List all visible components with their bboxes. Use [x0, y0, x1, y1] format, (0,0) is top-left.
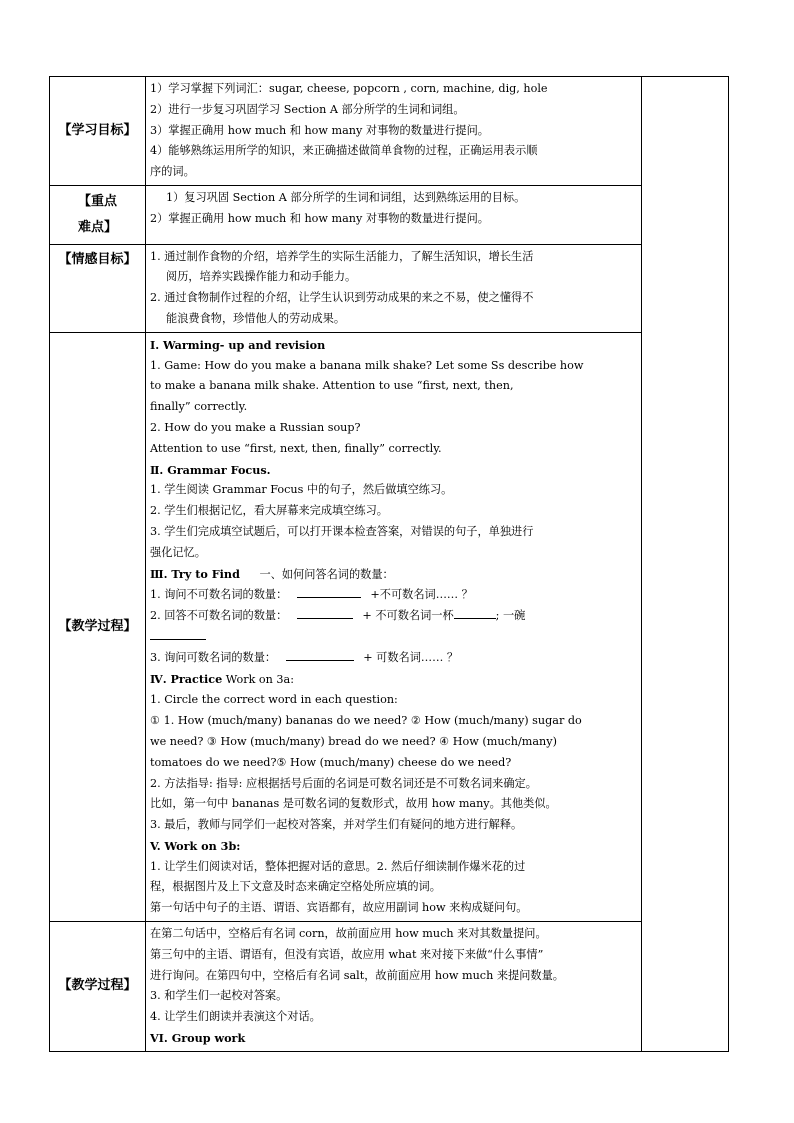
group-work-title: ⅤI. Group work	[150, 1031, 246, 1046]
practice-line: 1. Circle the correct word in each question:	[150, 693, 398, 707]
practice-title: Ⅳ. Practice	[150, 671, 223, 686]
emotion-line: 阅历，培养实践操作能力和动手能力。	[166, 270, 357, 284]
answer-blank[interactable]	[150, 628, 206, 640]
answer-blank[interactable]	[286, 649, 354, 661]
grammar-line: 1. 学生阅读 Grammar Focus 中的句子，然后做填空练习。	[150, 483, 453, 497]
objectives-label: 【学习目标】	[50, 77, 146, 186]
grammar-line: 3. 学生们完成填空试题后，可以打开课本检查答案，对错误的句子，单独进行	[150, 524, 534, 538]
objectives-line: 4）能够熟练运用所学的知识，来正确描述做简单食物的过程，正确运用表示顺	[150, 144, 538, 158]
work3b-line: 在第二句话中，空格后有名词 corn，故前面应用 how much 来对其数量提问。	[150, 927, 547, 941]
keypoints-content	[146, 185, 642, 244]
try-q3-text: 3. 询问可数名词的数量：	[150, 650, 277, 664]
keypoints-row	[50, 185, 729, 244]
warmup-line: 1. Game: How do you make a banana milk shake? Let some Ss describe how	[150, 358, 584, 372]
emotion-row	[50, 244, 729, 332]
process2-row	[50, 922, 729, 1052]
work3b-line: 第一句话中句子的主语、谓语、宾语都有，故应用副词 how 来构成疑问句。	[150, 901, 528, 915]
try-question-2-cont	[150, 627, 637, 648]
warmup-line: Attention to use “first, next, then, finally” correctly.	[150, 441, 442, 455]
try-question-2	[150, 606, 637, 627]
try-title: Ⅲ. Try to Find	[150, 566, 240, 581]
try-q2-text: 2. 回答不可数名词的数量：	[150, 609, 288, 623]
try-q3-suffix: + 可数名词…… ？	[363, 650, 459, 664]
work3b-line: 1. 让学生们阅读对话，整体把握对话的意思。2. 然后仔细读制作爆米花的过	[150, 859, 526, 873]
practice-title-rest: Work on 3a:	[222, 672, 294, 686]
practice-line: 2. 方法指导: 指导: 应根据括号后面的名词是可数名词还是不可数名词来确定。	[150, 776, 537, 790]
emotion-line: 能浪费食物，珍惜他人的劳动成果。	[166, 311, 346, 325]
grammar-line: 强化记忆。	[150, 545, 206, 559]
answer-blank[interactable]	[297, 607, 353, 619]
process2-content	[146, 922, 642, 1052]
answer-blank[interactable]	[297, 586, 361, 598]
objectives-line: 序的词。	[150, 165, 195, 179]
keypoints-line: 1）复习巩固 Section A 部分所学的生词和词组，达到熟练运用的目标。	[166, 190, 526, 204]
practice-line: tomatoes do we need?⑤ How (much/many) cheese do we need?	[150, 755, 512, 769]
keypoints-label-line1: 【重点	[77, 193, 117, 209]
try-title-line	[150, 564, 637, 586]
work3b-line: 程，根据图片及上下文意及时态来确定空格处所应填的词。	[150, 880, 441, 894]
objectives-line: 2）进行一步复习巩固学习 Section A 部分所学的生词和词组。	[150, 102, 465, 116]
grammar-line: 2. 学生们根据记忆，看大屏幕来完成填空练习。	[150, 504, 388, 518]
work3b-line: 3. 和学生们一起校对答案。	[150, 989, 288, 1003]
objectives-line: 3）掌握正确用 how much 和 how many 对事物的数量进行提问。	[150, 123, 489, 137]
try-q2-suffix: + 不可数名词一杯	[362, 609, 454, 623]
process2-label: 【教学过程】	[50, 922, 146, 1052]
practice-line: we need? ③ How (much/many) bread do we need? ④ How (much/many)	[150, 734, 557, 748]
work3b-title: V. Work on 3b:	[150, 838, 241, 853]
try-subtitle: 一、如何问答名词的数量：	[259, 567, 394, 581]
objectives-line: 1）学习掌握下列词汇：sugar, cheese, popcorn , corn, machine, dig, hole	[150, 82, 548, 95]
emotion-label: 【情感目标】	[50, 244, 146, 332]
grammar-title: Ⅱ. Grammar Focus.	[150, 462, 271, 477]
warmup-line: to make a banana milk shake. Attention to use “first, next, then,	[150, 379, 514, 393]
warmup-title: Ⅰ. Warming- up and revision	[150, 337, 326, 352]
lesson-plan-table	[49, 76, 729, 1052]
side-column	[642, 77, 729, 1052]
warmup-line: 2. How do you make a Russian soup?	[150, 420, 361, 434]
work3b-line: 进行询问。在第四句中，空格后有名词 salt，故前面应用 how much 来提问数量。	[150, 968, 564, 982]
practice-line: ① 1. How (much/many) bananas do we need? ② How (much/many) sugar do	[150, 714, 582, 728]
keypoints-label-line2: 难点】	[77, 219, 117, 235]
work3b-line: 4. 让学生们朗读并表演这个对话。	[150, 1010, 321, 1024]
process1-content	[146, 332, 642, 921]
practice-title-line	[150, 669, 637, 691]
try-question-3	[150, 648, 637, 669]
try-q1-text: 1. 询问不可数名词的数量：	[150, 588, 288, 602]
emotion-content	[146, 244, 642, 332]
objectives-row	[50, 77, 729, 186]
keypoints-line: 2）掌握正确用 how much 和 how many 对事物的数量进行提问。	[150, 211, 489, 225]
answer-blank[interactable]	[454, 607, 496, 619]
practice-line: 比如，第一句中 bananas 是可数名词的复数形式，故用 how many。其他类似。	[150, 797, 557, 811]
try-question-1	[150, 585, 637, 606]
keypoints-label	[50, 185, 146, 244]
try-q2-suffix-2: ; 一碗	[495, 609, 526, 623]
try-q1-suffix: +不可数名词…… ？	[370, 588, 473, 602]
emotion-line: 2. 通过食物制作过程的介绍，让学生认识到劳动成果的来之不易，使之懂得不	[150, 291, 534, 305]
process1-label: 【教学过程】	[50, 332, 146, 921]
warmup-line: finally” correctly.	[150, 400, 248, 414]
practice-line: 3. 最后，教师与同学们一起校对答案，并对学生们有疑问的地方进行解释。	[150, 818, 523, 832]
process1-row	[50, 332, 729, 921]
objectives-content	[146, 77, 642, 186]
work3b-line: 第三句中的主语、谓语有，但没有宾语，故应用 what 来对接下来做“什么事情”	[150, 947, 544, 961]
emotion-line: 1. 通过制作食物的介绍，培养学生的实际生活能力，了解生活知识，增长生活	[150, 249, 534, 263]
